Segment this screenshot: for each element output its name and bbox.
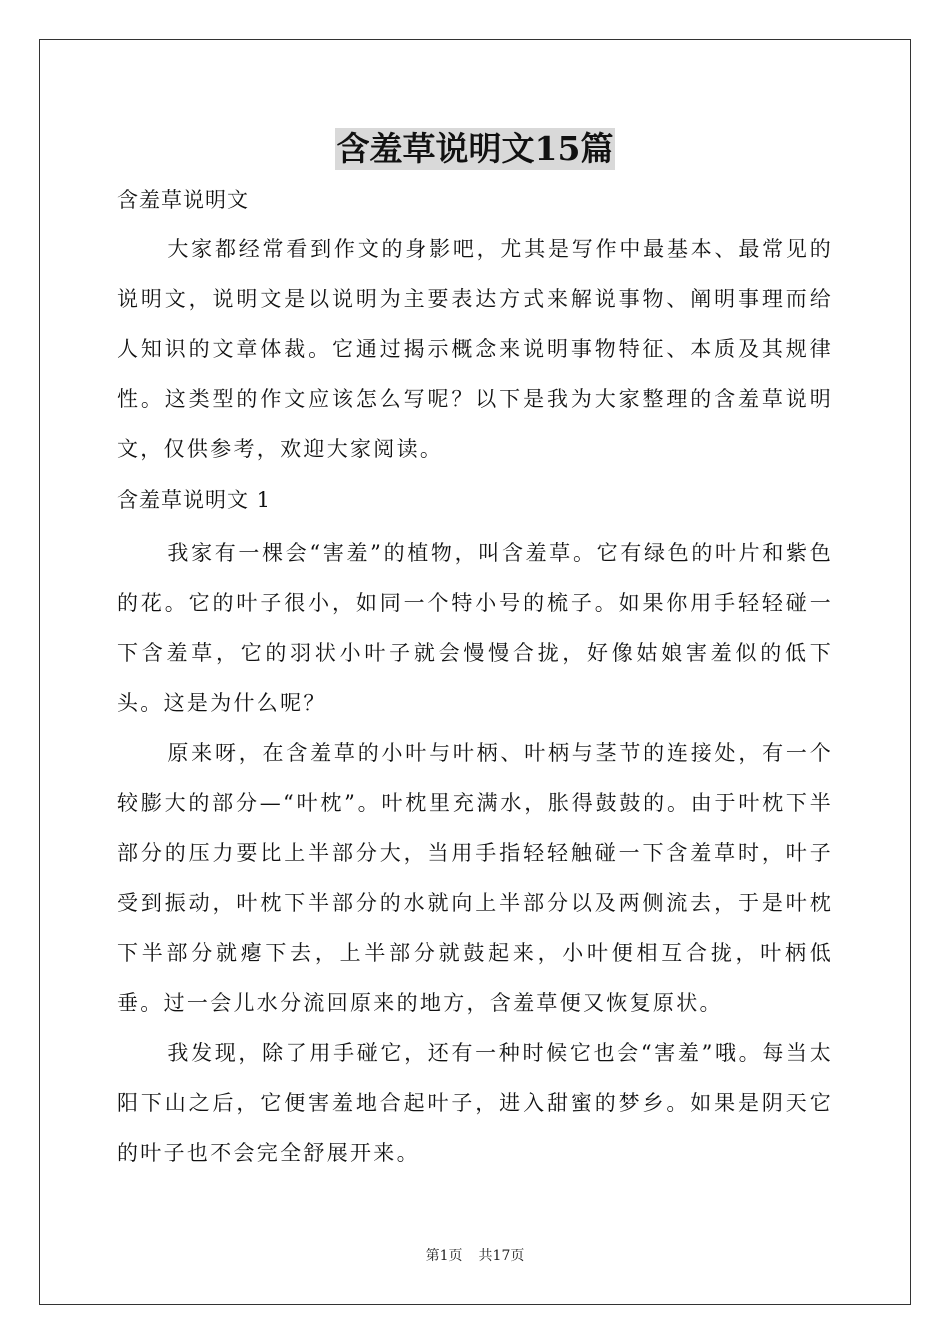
page-total: 共17页 (478, 1248, 525, 1264)
page-number: 第1页 (425, 1248, 463, 1264)
document-title: 含羞草说明文15篇 (336, 129, 614, 168)
document-body (117, 178, 833, 1178)
section-heading: 含羞草说明文 1 (117, 488, 272, 512)
paragraph: 原来呀，在含羞草的小叶与叶柄、叶柄与茎节的连接处，有一个较膨大的部分—“叶枕”。叶枕里充满水，胀得鼓鼓的。由于叶枕下半部分的压力要比上半部分大，当用手指轻轻触碰一下含羞草时，叶子受到振动，叶枕下半部分的水就向上半部分以及两侧流去，于是叶枕下半部分就瘪下去，上半部分就鼓起来，小叶便相互合拢，叶柄低垂。过一会儿水分流回原来的地方，含羞草便又恢复原状。 (117, 741, 833, 1015)
page-footer (0, 1246, 950, 1266)
paragraph: 大家都经常看到作文的身影吧，尤其是写作中最基本、最常见的说明文，说明文是以说明为主要表达方式来解说事物、阐明事理而给人知识的文章体裁。它通过揭示概念来说明事物特征、本质及其规律性。这类型的作文应该怎么写呢？以下是我为大家整理的含羞草说明文，仅供参考，欢迎大家阅读。 (117, 237, 833, 461)
paragraph: 我家有一棵会“害羞”的植物，叫含羞草。它有绿色的叶片和紫色的花。它的叶子很小，如同一个特小号的梳子。如果你用手轻轻碰一下含羞草，它的羽状小叶子就会慢慢合拢，好像姑娘害羞似的低下头。这是为什么呢？ (117, 541, 833, 715)
title-container (0, 128, 950, 170)
paragraph: 我发现，除了用手碰它，还有一种时候它也会“害羞”哦。每当太阳下山之后，它便害羞地合起叶子，进入甜蜜的梦乡。如果是阴天它的叶子也不会完全舒展开来。 (117, 1041, 833, 1165)
section-heading: 含羞草说明文 (117, 188, 249, 212)
